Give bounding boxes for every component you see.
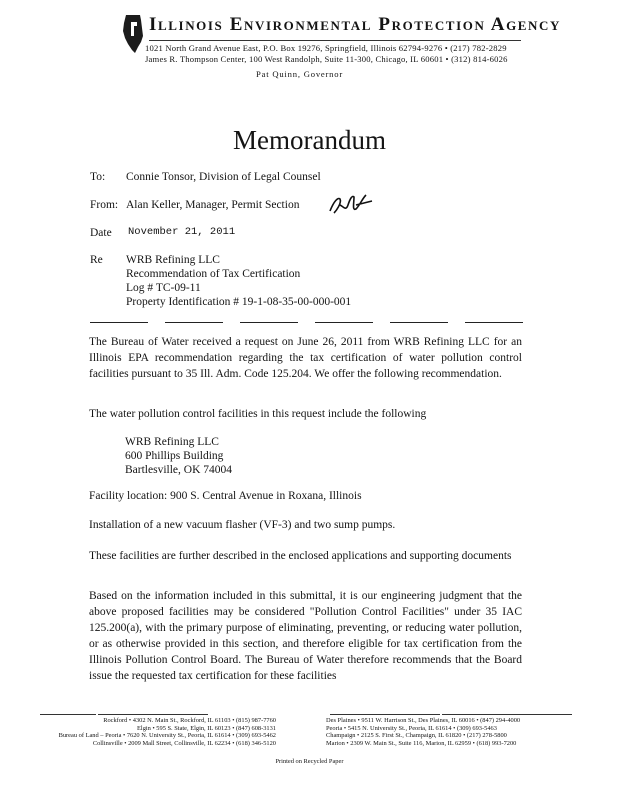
footer-office: Peoria • 5415 N. University St., Peoria, IL 61614 • (309) 693-5463 xyxy=(326,724,497,732)
paragraph-text: The water pollution control facilities in this request include the following xyxy=(89,408,427,420)
from-label: From: xyxy=(90,199,119,211)
address-line-springfield: 1021 North Grand Avenue East, P.O. Box 19276, Springfield, Illinois 62794-9276 • (217) 782-2829 xyxy=(145,43,507,53)
paragraph-text: The Bureau of Water received a request on June 26, 2011 from WRB Refining LLC for an Illinois EPA recommendation regarding the tax certification of water pollution control facilities pursuant to 35 Ill. Adm. Code 125.204. We offer the following recommendation. xyxy=(89,336,522,380)
date-label: Date xyxy=(90,227,112,239)
governor-line: Pat Quinn, Governor xyxy=(256,69,344,79)
re-label: Re xyxy=(90,254,103,266)
memo-title: Memorandum xyxy=(233,125,386,155)
applicant-line: 600 Phillips Building xyxy=(125,450,224,462)
separator-dash xyxy=(315,322,373,323)
paragraph-text: Based on the information included in this submittal, it is our engineering judgment that the above proposed facilities may be considered "Pollution Control Facilities" under 35 IAC 125.200(a), with the primary purpose of eliminating, preventing, or reducing water pollution, or as otherwise provided in this section, and therefore eligible for tax certification from the Illinois Pollution Control Board. The Bureau of Water therefore recommends that the Board issue the requested tax certification for these facilities xyxy=(89,590,522,682)
address-line-chicago: James R. Thompson Center, 100 West Randolph, Suite 11-300, Chicago, IL 60601 • (312) 814-6026 xyxy=(145,54,508,64)
footer-rule xyxy=(442,714,572,715)
separator-dash xyxy=(390,322,448,323)
to-label: To: xyxy=(90,171,106,183)
body-paragraph-facilities xyxy=(89,406,522,422)
from-value: Alan Keller, Manager, Permit Section xyxy=(126,199,300,211)
footer-left-offices xyxy=(40,717,276,748)
footer-rule xyxy=(98,714,208,715)
re-line: Property Identification # 19-1-08-35-00-000-001 xyxy=(126,296,352,308)
installation-description: Installation of a new vacuum flasher (VF-3) and two sump pumps. xyxy=(89,519,396,531)
recycled-paper-note: Printed on Recycled Paper xyxy=(275,758,344,765)
signature-initials xyxy=(326,191,374,217)
applicant-line: Bartlesville, OK 74004 xyxy=(125,464,232,476)
agency-name: Illinois Environmental Protection Agency xyxy=(149,14,562,35)
facility-location: Facility location: 900 S. Central Avenue in Roxana, Illinois xyxy=(89,490,362,502)
separator-dash xyxy=(90,322,148,323)
footer-rule xyxy=(330,714,440,715)
re-line: Log # TC-09-11 xyxy=(126,282,201,294)
paragraph-text: These facilities are further described in the enclosed applications and supporting documents xyxy=(89,550,512,562)
footer-office: Elgin • 595 S. State, Elgin, IL 60123 • (847) 608-3131 xyxy=(137,724,276,732)
separator-dash xyxy=(240,322,298,323)
body-paragraph-documents xyxy=(89,548,522,564)
signature-icon xyxy=(326,191,374,217)
footer-rule xyxy=(40,714,96,715)
footer-office: Marion • 2309 W. Main St., Suite 116, Marion, IL 62959 • (618) 993-7200 xyxy=(326,740,517,748)
separator-dash xyxy=(165,322,223,323)
footer-office: Collinsville • 2009 Mall Street, Collinsville, IL 62234 • (618) 346-5120 xyxy=(92,740,276,748)
footer-office: Rockford • 4302 N. Main St., Rockford, IL 61103 • (815) 987-7760 xyxy=(103,717,276,724)
body-paragraph-request xyxy=(89,334,522,382)
body-paragraph-judgment xyxy=(89,588,522,684)
re-line: Recommendation of Tax Certification xyxy=(126,268,301,280)
separator-dash xyxy=(465,322,523,323)
to-value: Connie Tonsor, Division of Legal Counsel xyxy=(126,171,321,183)
footer-right-offices xyxy=(326,717,574,748)
letterhead-rule xyxy=(149,40,521,41)
footer-office: Champaign • 2125 S. First St., Champaign, IL 61820 • (217) 278-5800 xyxy=(326,732,507,740)
footer-office: Des Plaines • 9511 W. Harrison St., Des Plaines, IL 60016 • (847) 294-4000 xyxy=(326,717,521,724)
illinois-state-outline-icon xyxy=(122,14,144,54)
applicant-line: WRB Refining LLC xyxy=(125,436,219,448)
footer-office: Bureau of Land – Peoria • 7620 N. University St., Peoria, IL 61614 • (309) 693-5462 xyxy=(58,732,276,740)
date-value: November 21, 2011 xyxy=(128,226,236,238)
re-line: WRB Refining LLC xyxy=(126,254,220,266)
